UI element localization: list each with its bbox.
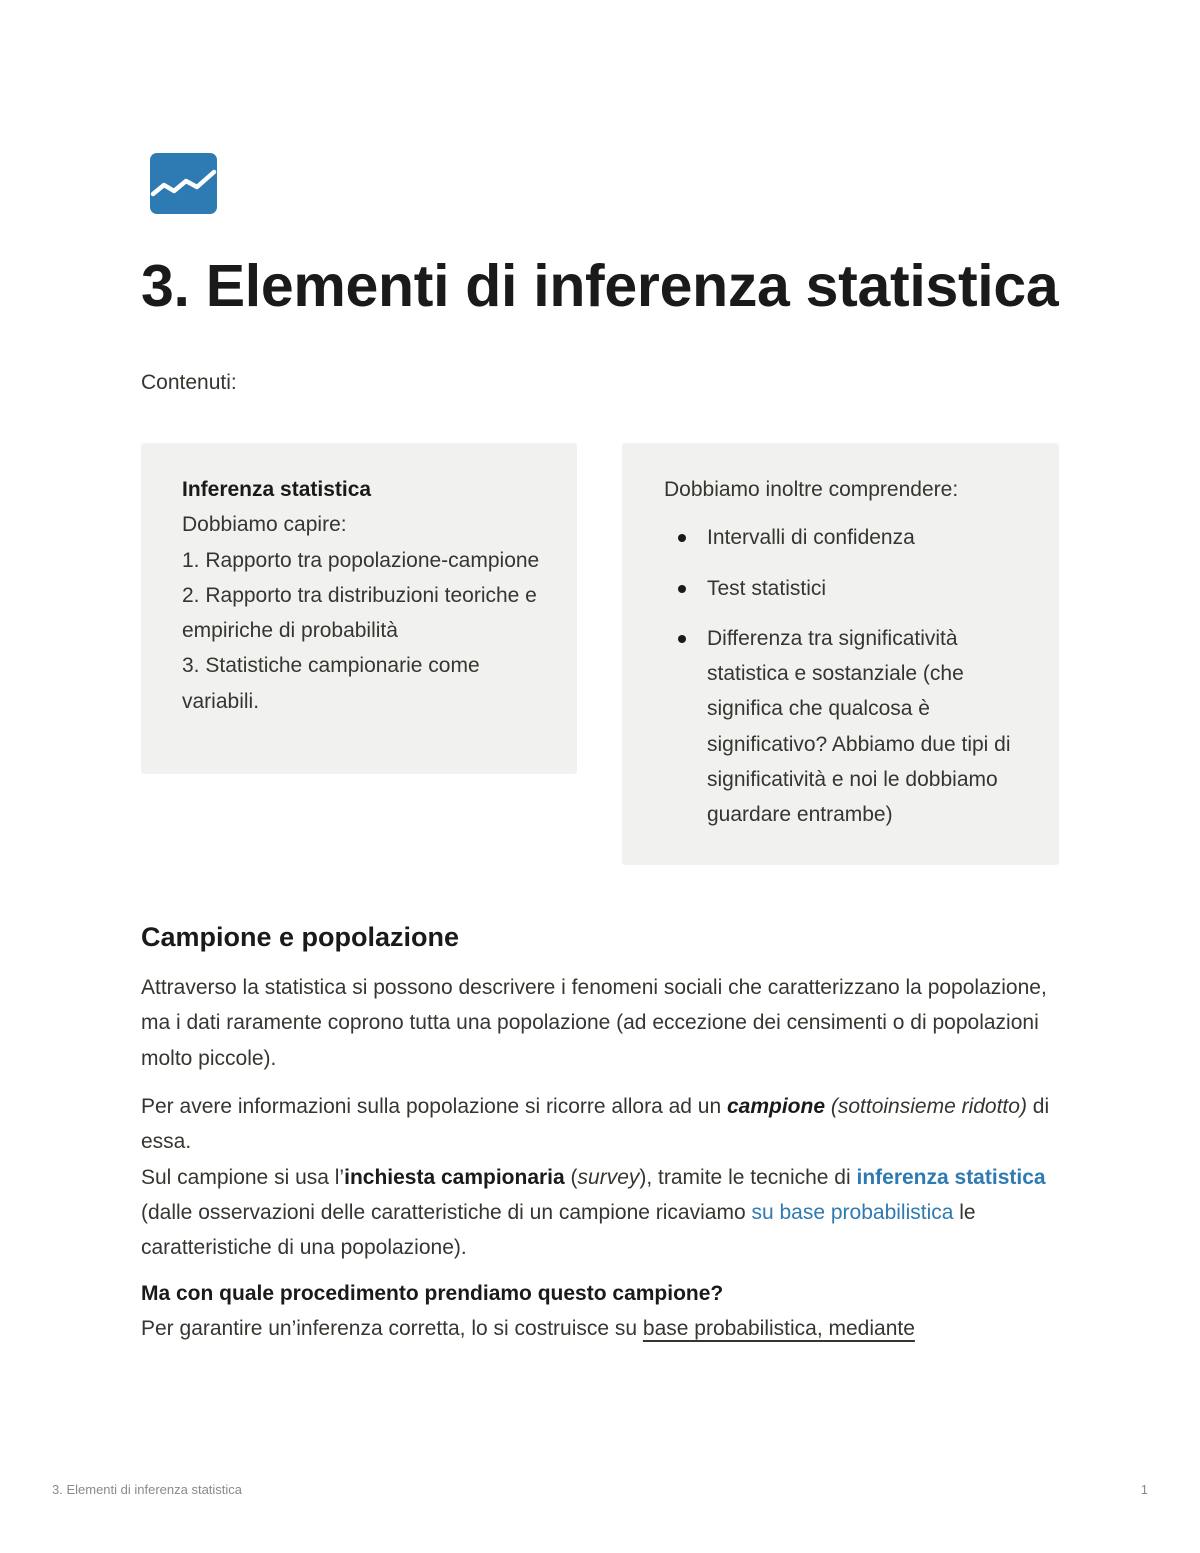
question-line: Ma con quale procedimento prendiamo questo campione? (141, 1282, 724, 1305)
text-run-italic: survey (577, 1165, 640, 1189)
list-item (664, 621, 1035, 833)
chart-increasing-icon (150, 153, 217, 214)
callout-item: 2. Rapporto tra distribuzioni teoriche e empiriche di probabilità (182, 583, 537, 643)
list-item (664, 571, 1035, 606)
text-run-bold: inchiesta campionaria (344, 1165, 565, 1189)
section-heading: Campione e popolazione (141, 922, 460, 952)
callout-heading: Inferenza statistica (182, 478, 372, 501)
callout-line: Dobbiamo capire: (182, 513, 347, 537)
page-number: 1 (1140, 1482, 1148, 1497)
paragraph-line (141, 1311, 1061, 1346)
bullet-list (664, 520, 1035, 832)
callout-item: 3. Statistiche campionarie come variabili. (182, 654, 480, 713)
text-run-italic: (sottoinsieme ridotto) (830, 1095, 1027, 1118)
text-run: (dalle osservazioni delle caratteristiche di un campione ricaviamo (141, 1200, 752, 1224)
text-run: Per garantire un’inferenza corretta, lo si costruisce su (141, 1317, 643, 1341)
text-run: le caratteristiche di una popolazione). (141, 1200, 976, 1260)
text-run-blue: su base probabilistica (751, 1200, 954, 1224)
text-run: ( (564, 1165, 578, 1189)
text-run: Per avere informazioni sulla popolazione si ricorre allora ad un (141, 1095, 727, 1118)
callout-right (622, 443, 1059, 865)
text-run: di essa. (141, 1095, 1050, 1154)
intro-label: Contenuti: (141, 371, 237, 394)
text-run: ), tramite le tecniche di (639, 1165, 857, 1189)
list-item-text: Differenza tra significatività statistica e sostanziale (che significa che qualcosa è significativo? Abbiamo due tipi di significatività e noi le dobbiamo guardare entrambe) (707, 626, 1011, 827)
text-run-highlight: inferenza statistica (856, 1165, 1046, 1189)
list-item-text: Intervalli di confidenza (707, 526, 915, 550)
bullet-icon (678, 635, 686, 643)
bullet-icon (678, 534, 686, 542)
bullet-icon (678, 585, 686, 593)
list-item (664, 520, 1035, 555)
paragraph-line (141, 1089, 1061, 1160)
text-run: Sul campione si usa l’ (141, 1165, 345, 1189)
callout-line: Dobbiamo inoltre comprendere: (664, 478, 959, 501)
list-item-text: Test statistici (707, 576, 827, 600)
paragraph (141, 1276, 1061, 1347)
paragraph: Attraverso la statistica si possono descrivere i fenomeni sociali che caratterizzano la popolazione, ma i dati raramente coprono tutta una popolazione (ad eccezione dei censimenti o di popolazioni molto piccole). (141, 976, 1047, 1070)
callout-item: 1. Rapporto tra popolazione-campione (182, 548, 540, 572)
footer-title: 3. Elementi di inferenza statistica (52, 1482, 243, 1497)
callout-left (141, 443, 577, 774)
paragraph (141, 1089, 1061, 1265)
text-run-bold-italic: campione (726, 1095, 826, 1118)
text-run-underline: base probabilistica, mediante (642, 1317, 915, 1341)
page-title: 3. Elementi di inferenza statistica (141, 253, 1059, 319)
paragraph-line (141, 1160, 1061, 1266)
